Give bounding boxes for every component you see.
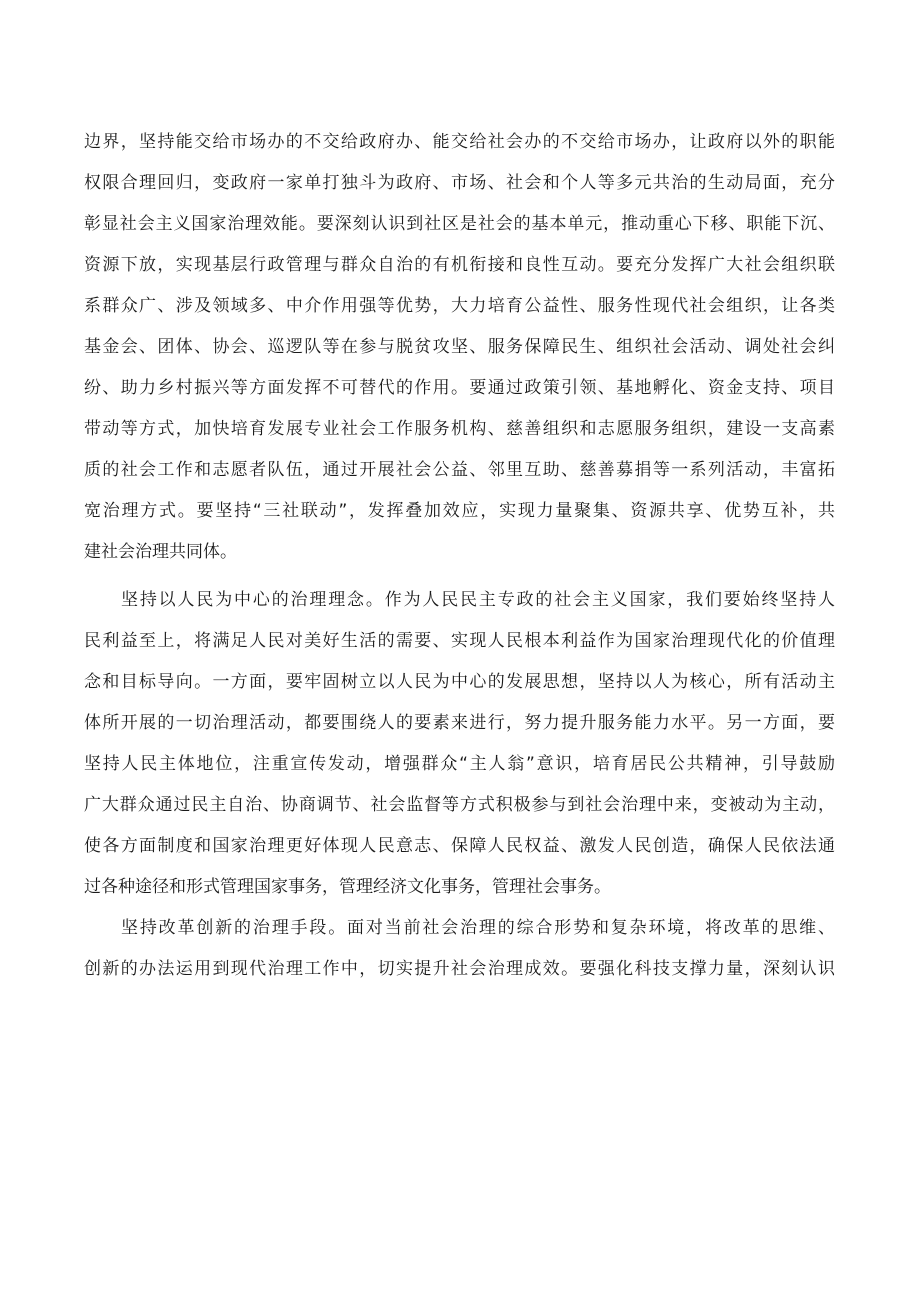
text-line: 广大群众通过民主自治、协商调节、社会监督等方式积极参与到社会治理中来，变被动为主动， [84, 795, 835, 815]
text-line: 资源下放，实现基层行政管理与群众自治的有机衔接和良性互动。要充分发挥广大社会组织联 [84, 255, 835, 275]
text-line: 体所开展的一切治理活动，都要围绕人的要素来进行，努力提升服务能力水平。另一方面，要 [84, 713, 835, 733]
text-line: 彰显社会主义国家治理效能。要深刻认识到社区是社会的基本单元，推动重心下移、职能下沉、 [84, 214, 835, 234]
text-line: 权限合理回归，变政府一家单打独斗为政府、市场、社会和个人等多元共治的生动局面，充分 [84, 173, 835, 193]
text-line: 创新的办法运用到现代治理工作中，切实提升社会治理成效。要强化科技支撑力量，深刻认识 [84, 959, 835, 979]
text-line: 宽治理方式。要坚持“三社联动”，发挥叠加效应，实现力量聚集、资源共享、优势互补，共 [84, 501, 835, 521]
text-line: 坚持改革创新的治理手段。面对当前社会治理的综合形势和复杂环境，将改革的思维、 [121, 918, 835, 938]
text-line: 纷、助力乡村振兴等方面发挥不可替代的作用。要通过政策引领、基地孵化、资金支持、项目 [84, 378, 835, 398]
text-line: 质的社会工作和志愿者队伍，通过开展社会公益、邻里互助、慈善募捐等一系列活动，丰富拓 [84, 460, 835, 480]
text-line: 坚持以人民为中心的治理理念。作为人民民主专政的社会主义国家，我们要始终坚持人 [121, 590, 835, 610]
text-line: 民利益至上，将满足人民对美好生活的需要、实现人民根本利益作为国家治理现代化的价值理 [84, 631, 835, 651]
text-line: 基金会、团体、协会、巡逻队等在参与脱贫攻坚、服务保障民生、组织社会活动、调处社会纠 [84, 337, 835, 357]
text-line: 使各方面制度和国家治理更好体现人民意志、保障人民权益、激发人民创造，确保人民依法通 [84, 836, 835, 856]
text-line: 建社会治理共同体。 [84, 542, 237, 562]
text-line: 坚持人民主体地位，注重宣传发动，增强群众“主人翁”意识，培育居民公共精神，引导鼓励 [84, 754, 835, 774]
text-line: 过各种途径和形式管理国家事务，管理经济文化事务，管理社会事务。 [84, 877, 611, 897]
text-line: 系群众广、涉及领域多、中介作用强等优势，大力培育公益性、服务性现代社会组织，让各类 [84, 296, 835, 316]
text-line: 边界，坚持能交给市场办的不交给政府办、能交给社会办的不交给市场办，让政府以外的职能 [84, 132, 835, 152]
text-line: 带动等方式，加快培育发展专业社会工作服务机构、慈善组织和志愿服务组织，建设一支高素 [84, 419, 835, 439]
text-line: 念和目标导向。一方面，要牢固树立以人民为中心的发展思想，坚持以人为核心，所有活动主 [84, 672, 835, 692]
